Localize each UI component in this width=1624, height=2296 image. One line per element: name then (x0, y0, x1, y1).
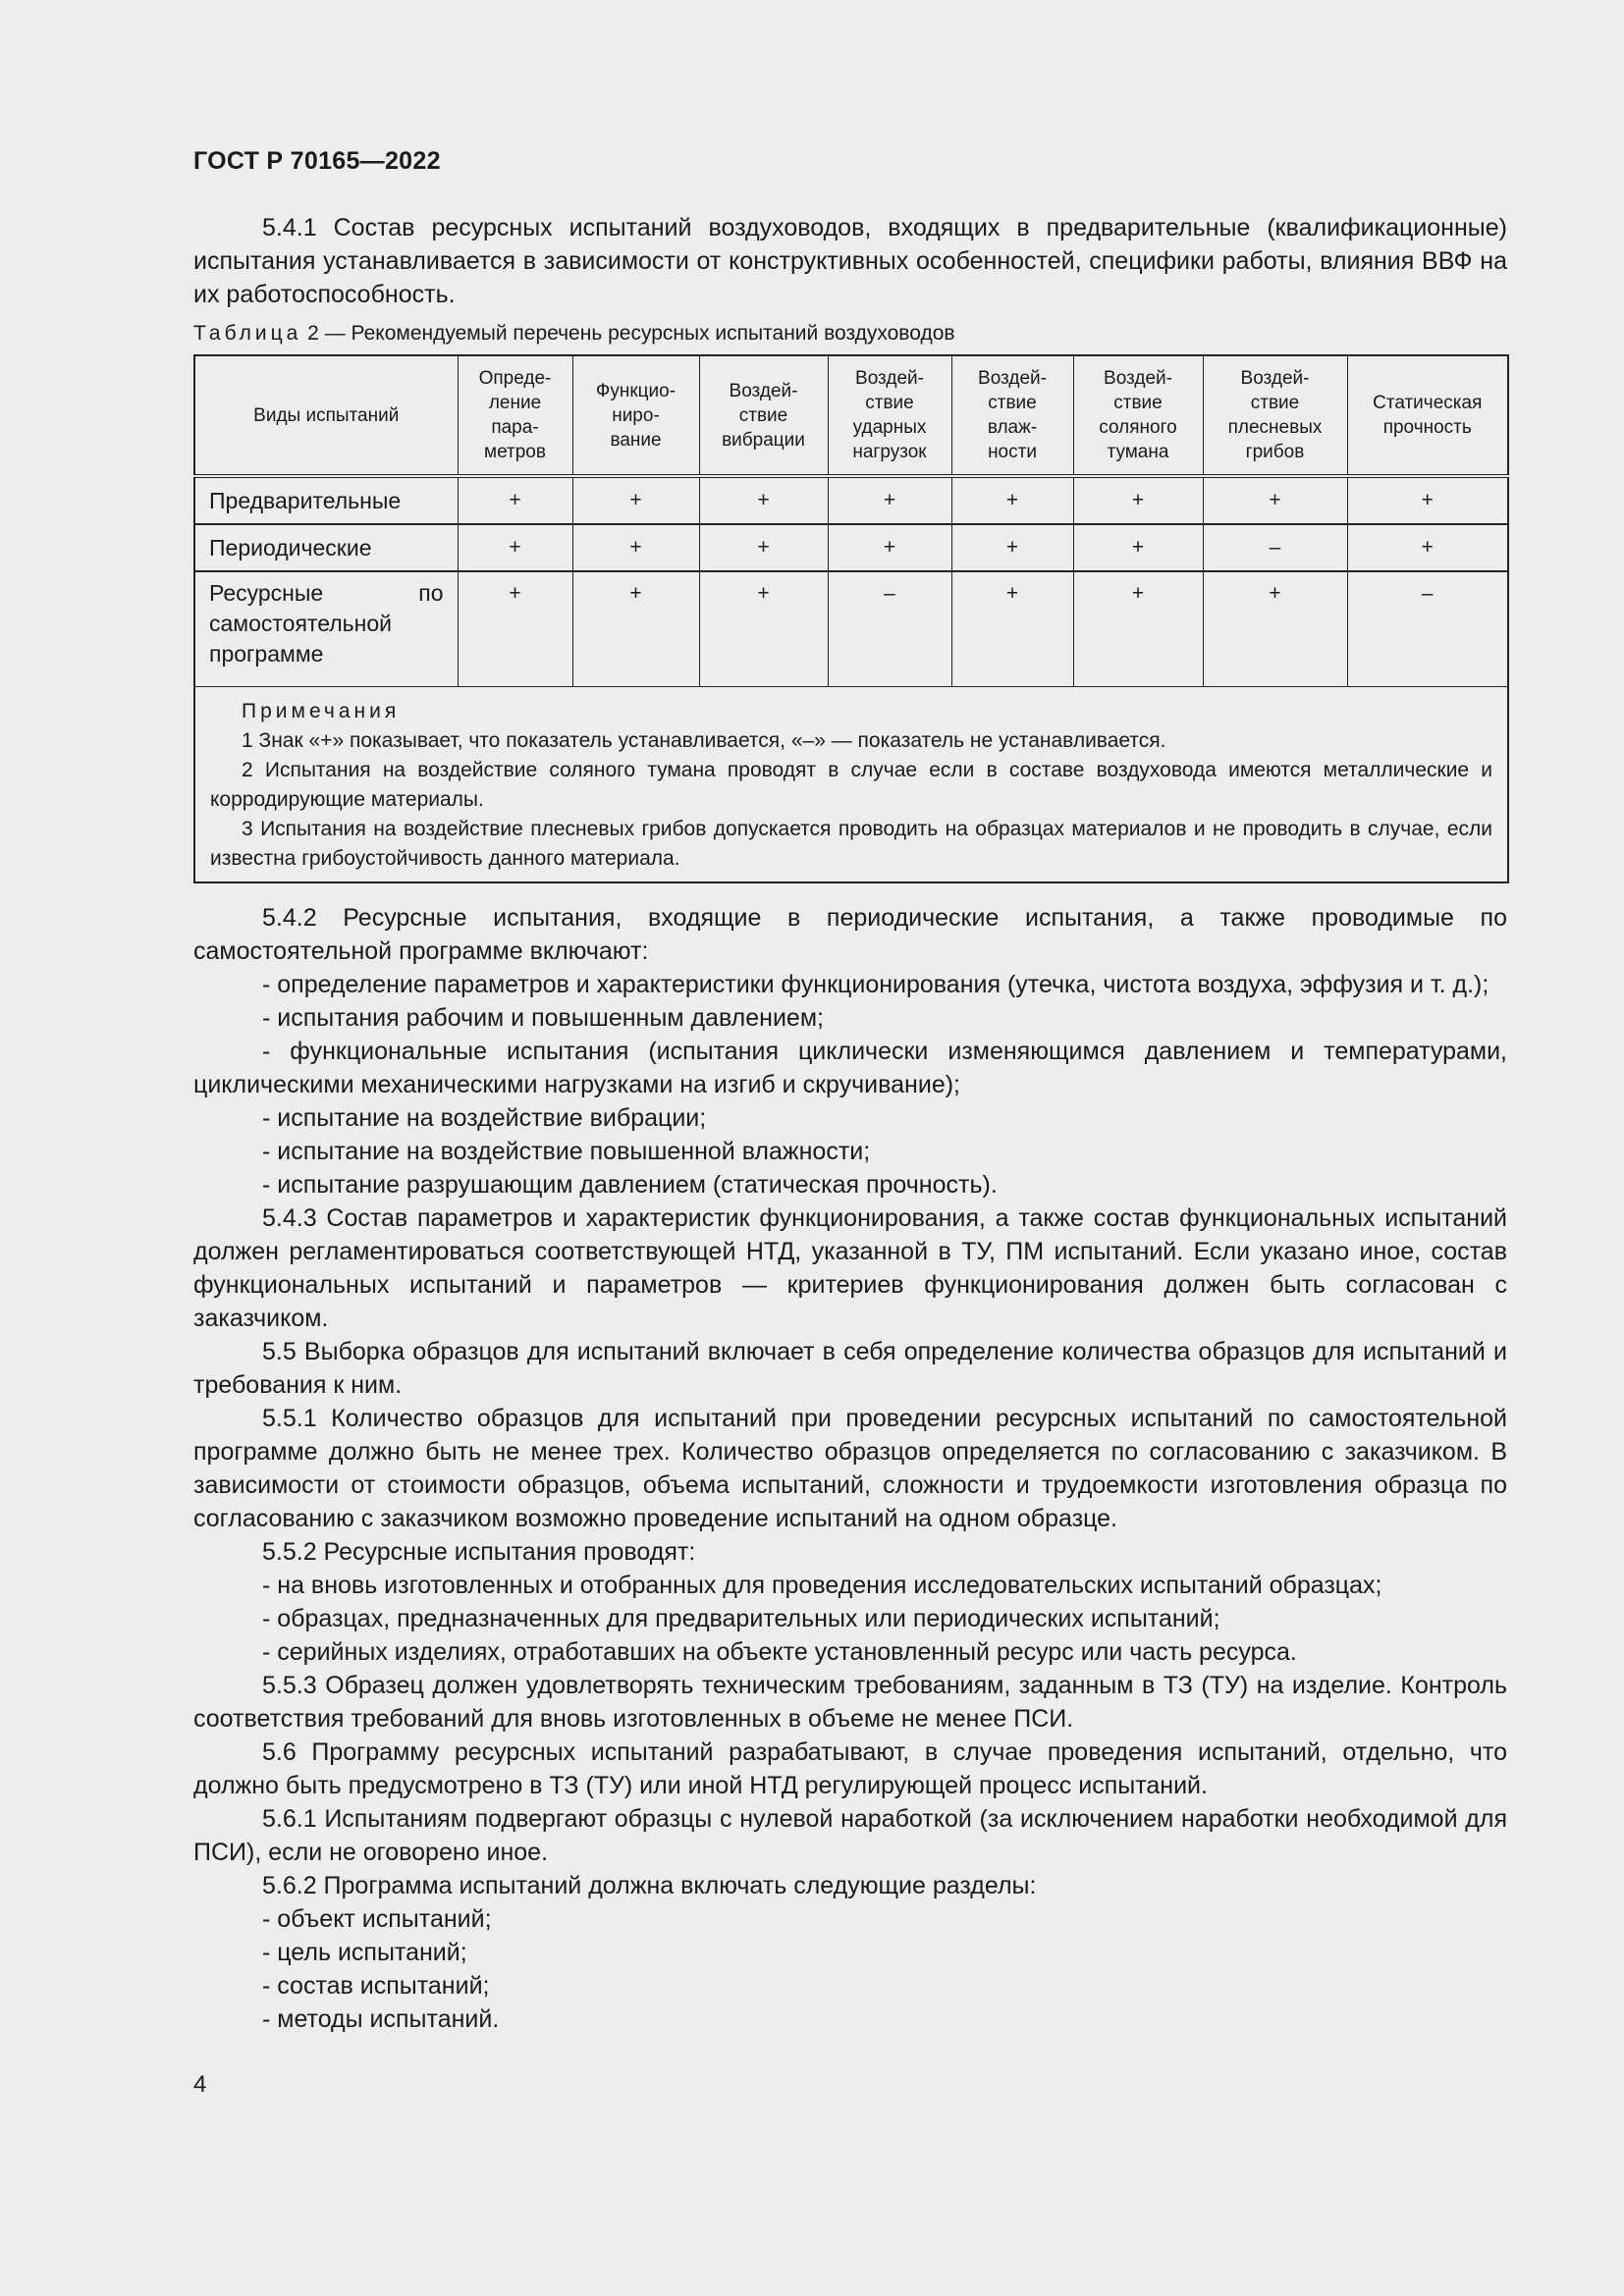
table-header-cell: Воздей- ствие плесневых грибов (1203, 355, 1347, 476)
table-cell: + (572, 524, 699, 571)
table-header-row (194, 355, 1508, 476)
paragraph: 5.4.3 Состав параметров и характеристик функционирования, а также состав функциональных испытаний должен регламентироваться соответствующей НТД, указанной в ТУ, ПМ испытаний. Если указано иное, состав функциональных испытаний и параметров — критериев функционирования должен быть согласован с заказчиком. (193, 1204, 1507, 1332)
table-cell: + (699, 571, 828, 687)
table-header-cell: Воздей- ствие влаж- ности (951, 355, 1073, 476)
paragraph: 5.6.2 Программа испытаний должна включать следующие разделы: (262, 1872, 1037, 1899)
table-row (194, 524, 1508, 571)
document-page (193, 147, 1507, 2036)
note-item: 1 Знак «+» показывает, что показатель устанавливается, «–» — показатель не устанавливается. (242, 729, 1166, 752)
tests-table (193, 354, 1509, 883)
list-item: - испытание на воздействие вибрации; (262, 1104, 707, 1132)
notes-title: Примечания (242, 700, 401, 722)
table-header-cell: Статическая прочность (1347, 355, 1508, 476)
list-item: - образцах, предназначенных для предварительных или периодических испытаний; (262, 1605, 1220, 1632)
table-cell: + (699, 524, 828, 571)
table-header-cell: Функцио- ниро- вание (572, 355, 699, 476)
paragraph-5-4-1: 5.4.1 Состав ресурсных испытаний воздуховодов, входящих в предварительные (квалификационные) испытания устанавливается в зависимости от конструктивных особенностей, специфики работы, влияния ВВФ на их работоспособность. (193, 214, 1507, 308)
list-item: - цель испытаний; (262, 1939, 467, 1966)
list-item: - испытание на воздействие повышенной влажности; (262, 1138, 871, 1165)
list-item: - объект испытаний; (262, 1905, 492, 1933)
table-cell: + (699, 476, 828, 524)
list-item: - определение параметров и характеристики функционирования (утечка, чистота воздуха, эффузия и т. д.); (262, 971, 1489, 998)
table-header-cell: Опреде- ление пара- метров (458, 355, 572, 476)
paragraph: 5.4.2 Ресурсные испытания, входящие в периодические испытания, а также проводимые по самостоятельной программе включают: (193, 904, 1507, 965)
note-item: 2 Испытания на воздействие соляного тумана проводят в случае если в составе воздуховода имеются металлические и корродирующие материалы. (210, 759, 1492, 811)
table-caption-label: Таблица (193, 322, 302, 345)
table-cell: + (1203, 571, 1347, 687)
document-body (193, 901, 1507, 2036)
table-cell: + (951, 571, 1073, 687)
list-item: - методы испытаний. (262, 2005, 500, 2033)
table-header-cell: Виды испытаний (194, 355, 458, 476)
list-item: - серийных изделиях, отработавших на объекте установленный ресурс или часть ресурса. (262, 1638, 1297, 1666)
table-cell: + (828, 476, 951, 524)
row-label: Предварительные (194, 476, 458, 524)
paragraph: 5.5.3 Образец должен удовлетворять техническим требованиям, заданным в ТЗ (ТУ) на изделие. Контроль соответствия требований для вновь изготовленных в объеме не менее ПСИ. (193, 1672, 1507, 1733)
list-item: - функциональные испытания (испытания циклически изменяющимся давлением и температурами, циклическими механическими нагрузками на изгиб и скручивание); (193, 1038, 1507, 1098)
table-cell: + (1347, 524, 1508, 571)
table-cell: – (1347, 571, 1508, 687)
table-notes (194, 687, 1508, 883)
table-cell: + (572, 571, 699, 687)
table-cell: + (1073, 524, 1203, 571)
table-header-cell: Воздей- ствие соляного тумана (1073, 355, 1203, 476)
table-cell: + (951, 476, 1073, 524)
table-cell: + (1203, 476, 1347, 524)
table-cell: + (458, 571, 572, 687)
paragraph: 5.6.1 Испытаниям подвергают образцы с нулевой наработкой (за исключением наработки необходимой для ПСИ), если не оговорено иное. (193, 1805, 1507, 1866)
table-caption-text: 2 — Рекомендуемый перечень ресурсных испытаний воздуховодов (301, 322, 955, 345)
list-item: - испытание разрушающим давлением (статическая прочность). (262, 1171, 998, 1199)
table-cell: + (1347, 476, 1508, 524)
table-row (194, 476, 1508, 524)
table-cell: + (458, 476, 572, 524)
table-cell: – (1203, 524, 1347, 571)
row-label: Периодические (194, 524, 458, 571)
table-cell: + (1073, 571, 1203, 687)
paragraph: 5.5.2 Ресурсные испытания проводят: (262, 1538, 696, 1566)
note-item: 3 Испытания на воздействие плесневых грибов допускается проводить на образцах материалов и не проводить в случае, если известна грибоустойчивость данного материала. (210, 818, 1492, 870)
paragraph: 5.5 Выборка образцов для испытаний включает в себя определение количества образцов для испытаний и требования к ним. (193, 1338, 1507, 1399)
document-header: ГОСТ Р 70165—2022 (193, 147, 441, 175)
table-cell: + (1073, 476, 1203, 524)
table-header-cell: Воздей- ствие вибрации (699, 355, 828, 476)
table-cell: + (572, 476, 699, 524)
list-item: - на вновь изготовленных и отобранных для проведения исследовательских испытаний образцах; (262, 1572, 1382, 1599)
paragraph: 5.5.1 Количество образцов для испытаний при проведении ресурсных испытаний по самостоятельной программе должно быть не менее трех. Количество образцов определяется по согласованию с заказчиком. В зависимости от стоимости образцов, объема испытаний, сложности и трудоемкости изготовления образца по согласованию с заказчиком возможно проведение испытаний на одном образце. (193, 1405, 1507, 1532)
table-caption (193, 319, 1507, 348)
paragraph: 5.6 Программу ресурсных испытаний разрабатывают, в случае проведения испытаний, отдельно, что должно быть предусмотрено в ТЗ (ТУ) или иной НТД регулирующей процесс испытаний. (193, 1738, 1507, 1799)
table-cell: + (951, 524, 1073, 571)
page-number: 4 (193, 2071, 207, 2098)
row-label: Ресурсные по самостоятельной программе (194, 571, 458, 687)
list-item: - испытания рабочим и повышенным давлением; (262, 1004, 824, 1032)
table-cell: + (828, 524, 951, 571)
list-item: - состав испытаний; (262, 1972, 490, 2000)
table-notes-row (194, 687, 1508, 883)
table-cell: + (458, 524, 572, 571)
table-row (194, 571, 1508, 687)
table-header-cell: Воздей- ствие ударных нагрузок (828, 355, 951, 476)
table-cell: – (828, 571, 951, 687)
